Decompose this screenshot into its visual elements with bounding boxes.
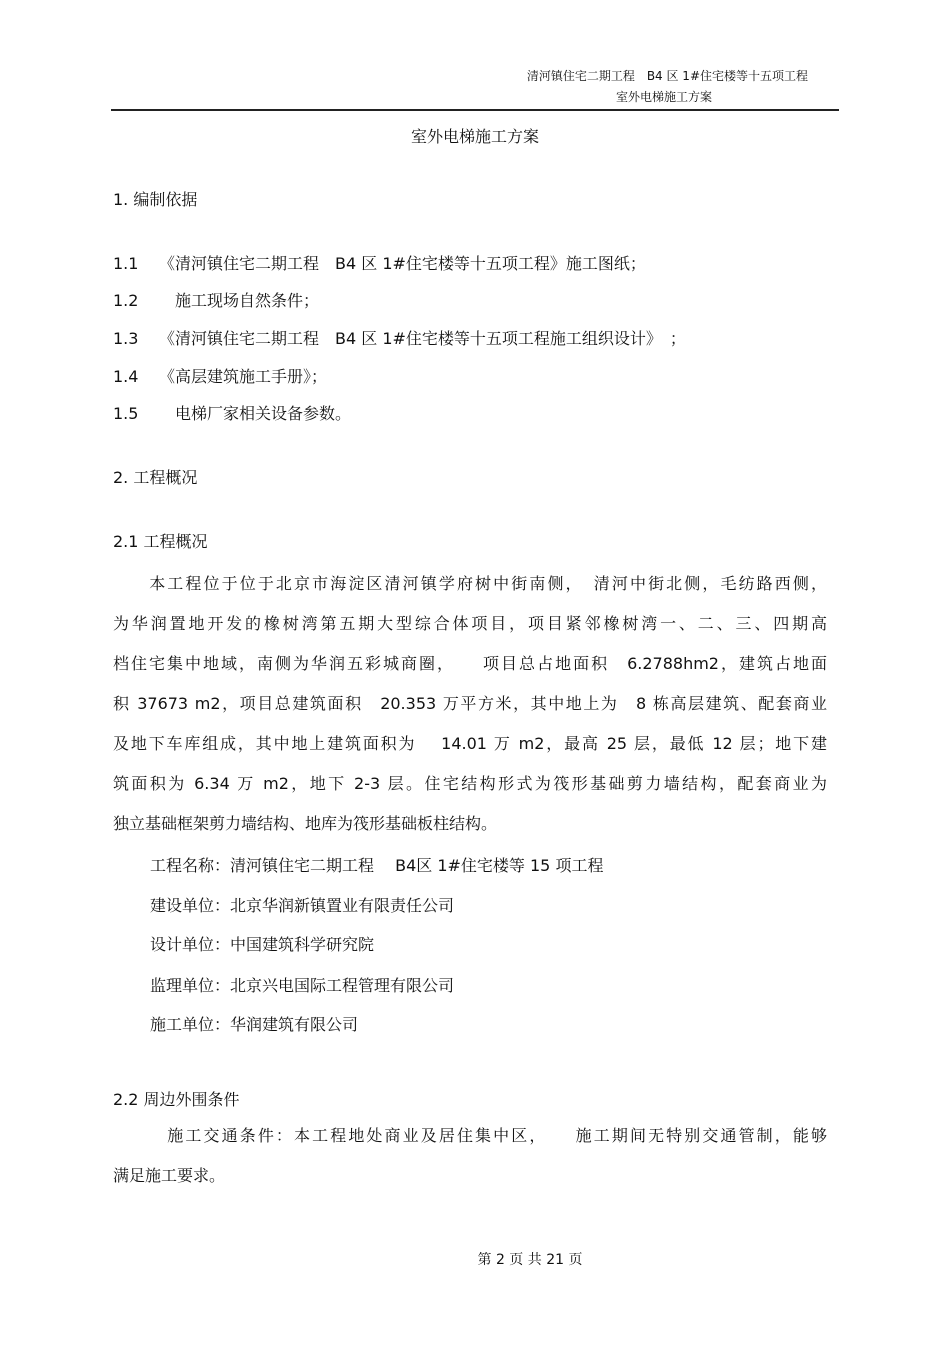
document-title: 室外电梯施工方案 xyxy=(410,127,539,146)
designer: 设计单位：中国建筑科学研究院 xyxy=(150,935,375,954)
reference-number: 1.5 xyxy=(113,404,139,423)
reference-text: 《高层建筑施工手册》； xyxy=(159,367,328,386)
reference-text: 施工现场自然条件； xyxy=(159,291,320,310)
reference-item-4 xyxy=(113,365,327,389)
project-name: 工程名称：清河镇住宅二期工程 B4区 1#住宅楼等 15 项工程 xyxy=(150,856,604,875)
subsection-2-1-heading: 2.1 工程概况 xyxy=(113,532,208,551)
contractor: 施工单位：华润建筑有限公司 xyxy=(150,1015,359,1034)
reference-text: 电梯厂家相关设备参数。 xyxy=(159,404,352,423)
paragraph-line: 满足施工要求。 xyxy=(113,1166,226,1185)
section-1-heading: 1. 编制依据 xyxy=(113,190,198,209)
running-header-line-2: 室外电梯施工方案 xyxy=(615,90,712,104)
paragraph-line: 档住宅集中地域，南侧为华润五彩城商圈， 项目总占地面积 6.2788hm2，建筑占地面 xyxy=(113,654,827,673)
section-2-heading: 2. 工程概况 xyxy=(113,468,198,487)
paragraph-line: 积 37673 m2，项目总建筑面积 20.353 万平方米，其中地上为 8 栋高层建筑、配套商业 xyxy=(113,694,827,713)
paragraph-line: 施工交通条件：本工程地处商业及居住集中区， 施工期间无特别交通管制，能够 xyxy=(113,1126,827,1145)
reference-number: 1.1 xyxy=(113,254,139,273)
header-divider xyxy=(111,109,839,111)
supervisor: 监理单位：北京兴电国际工程管理有限公司 xyxy=(150,976,455,995)
reference-item-2 xyxy=(113,289,319,313)
reference-number: 1.4 xyxy=(113,367,139,386)
reference-item-5 xyxy=(113,402,351,426)
paragraph-line: 独立基础框架剪力墙结构、地库为筏形基础板柱结构。 xyxy=(113,814,498,833)
reference-item-3 xyxy=(113,327,686,351)
reference-item-1 xyxy=(113,252,646,276)
subsection-2-2-heading: 2.2 周边外围条件 xyxy=(113,1090,240,1109)
project-overview-paragraph xyxy=(113,564,827,844)
paragraph-line: 本工程位于位于北京市海淀区清河镇学府树中街南侧， 清河中街北侧，毛纺路西侧， xyxy=(113,574,827,593)
running-header-line-1: 清河镇住宅二期工程 B4 区 1#住宅楼等十五项工程 xyxy=(526,69,808,83)
reference-number: 1.2 xyxy=(113,291,139,310)
surrounding-conditions-paragraph xyxy=(113,1116,827,1196)
reference-number: 1.3 xyxy=(113,329,139,348)
paragraph-line: 筑面积为 6.34 万 m2，地下 2-3 层。住宅结构形式为筏形基础剪力墙结构，配套商业为 xyxy=(113,774,827,793)
page-number-footer: 第 2 页 共 21 页 xyxy=(477,1252,583,1268)
developer: 建设单位：北京华润新镇置业有限责任公司 xyxy=(150,896,455,915)
paragraph-line: 为华润置地开发的橡树湾第五期大型综合体项目，项目紧邻橡树湾一、二、三、四期高 xyxy=(113,614,827,633)
reference-text: 《清河镇住宅二期工程 B4 区 1#住宅楼等十五项工程施工组织设计》 ； xyxy=(159,329,686,348)
reference-text: 《清河镇住宅二期工程 B4 区 1#住宅楼等十五项工程》施工图纸； xyxy=(159,254,646,273)
paragraph-line: 及地下车库组成，其中地上建筑面积为 14.01 万 m2，最高 25 层，最低 12 层；地下建 xyxy=(113,734,827,753)
